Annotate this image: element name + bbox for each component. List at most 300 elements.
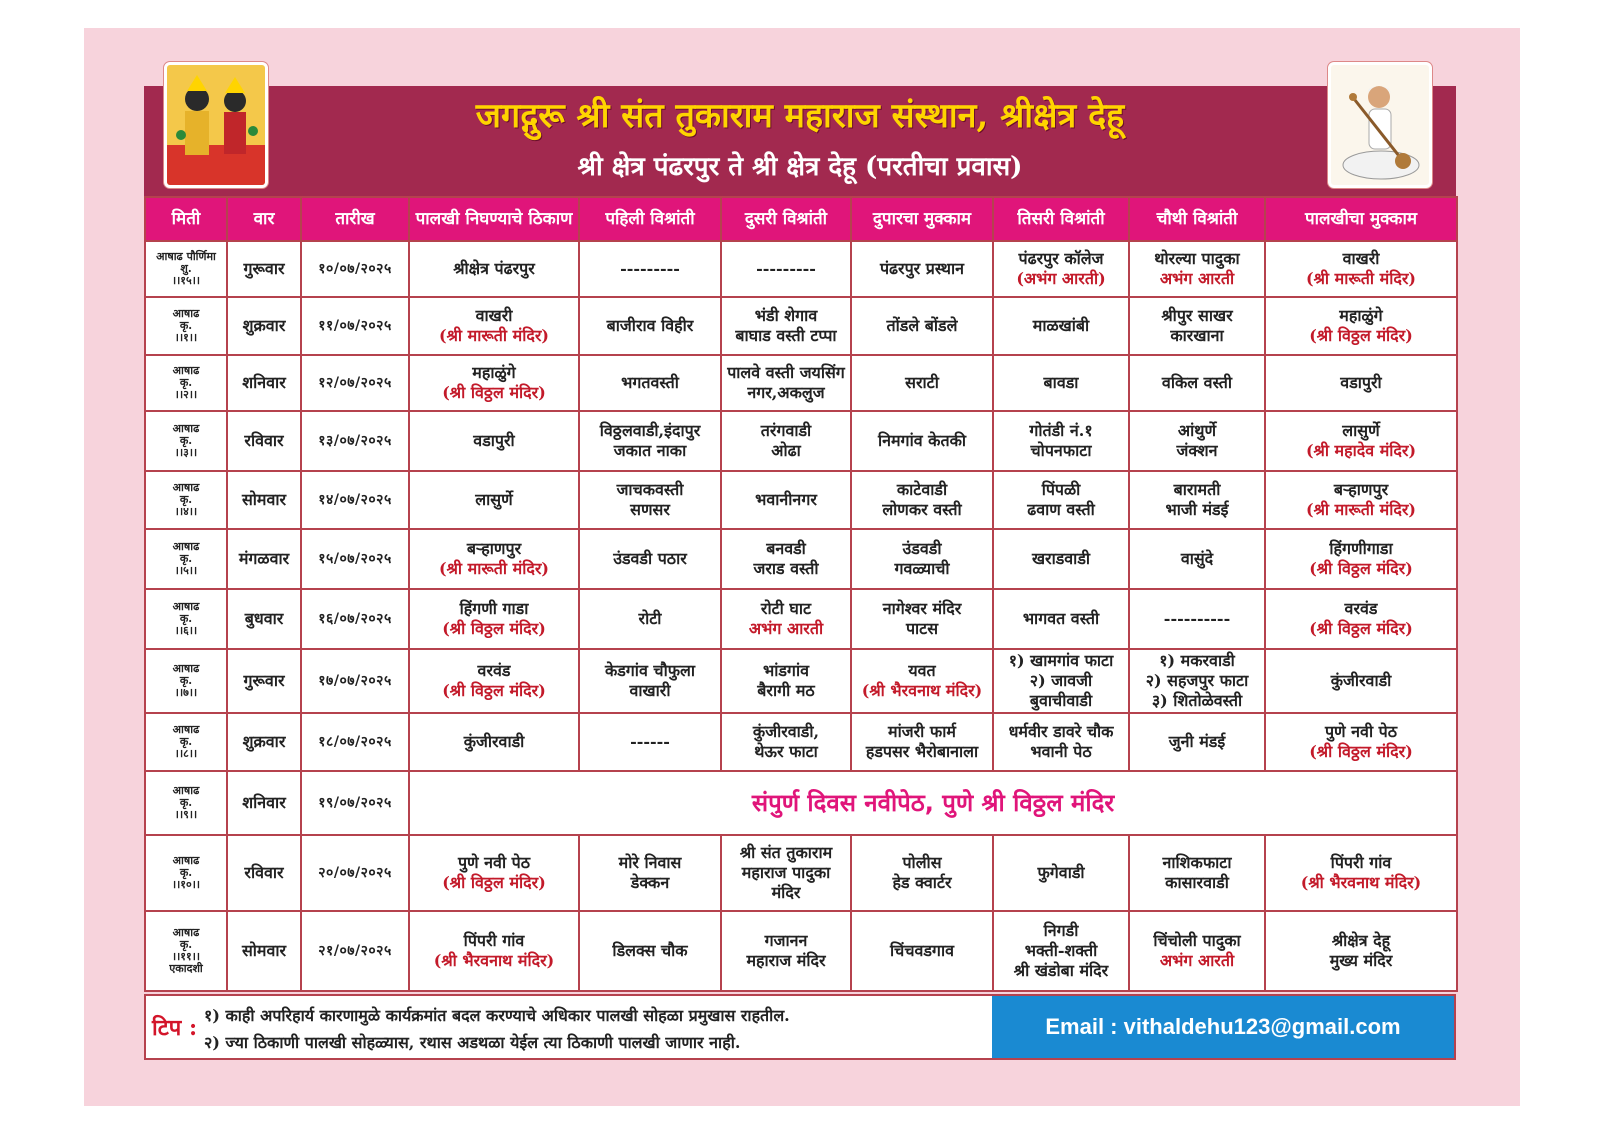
mithi-line: आषाढ bbox=[172, 540, 200, 553]
cell-line: महाराज मंदिर bbox=[746, 951, 826, 970]
cell-line: महाळुंगे bbox=[472, 363, 516, 382]
column-header-mithi: मिती bbox=[145, 197, 227, 241]
cell-line: पिंपरी गांव bbox=[463, 931, 525, 950]
cell-noon-halt bbox=[851, 355, 993, 411]
cell-line: ------ bbox=[630, 732, 670, 751]
cell-line: अभंग आरती bbox=[1159, 269, 1235, 288]
cell-line: पिंपळी bbox=[1041, 480, 1081, 499]
cell-night-halt bbox=[1265, 355, 1457, 411]
cell-date: १८/०७/२०२५ bbox=[301, 713, 409, 771]
cell-start-place bbox=[409, 411, 579, 471]
cell-line: हेड क्वार्टर bbox=[892, 873, 952, 892]
cell-date: २१/०७/२०२५ bbox=[301, 911, 409, 991]
cell-line: (श्री विठ्ठल मंदिर) bbox=[1309, 326, 1413, 345]
cell-line: जराड वस्ती bbox=[753, 559, 819, 578]
cell-line: थेऊर फाटा bbox=[754, 742, 818, 761]
cell-mithi bbox=[145, 529, 227, 589]
cell-rest-1 bbox=[579, 471, 721, 529]
mithi-line: कृ. bbox=[179, 319, 193, 332]
cell-line: लासुर्णे bbox=[475, 490, 513, 509]
cell-line: वाखरी bbox=[1342, 249, 1380, 268]
column-header-rest-3: तिसरी विश्रांती bbox=[993, 197, 1129, 241]
cell-rest-3 bbox=[993, 649, 1129, 713]
cell-date: १४/०७/२०२५ bbox=[301, 471, 409, 529]
tip-line-1: १) काही अपरिहार्य कारणामुळे कार्यक्रमांत बदल करण्याचे अधिकार पालखी सोहळा प्रमुखास राहतील. bbox=[204, 1006, 790, 1025]
cell-line: माळखांबी bbox=[1032, 316, 1090, 335]
cell-line: (श्री विठ्ठल मंदिर) bbox=[1309, 559, 1413, 578]
cell-line: वडापुरी bbox=[473, 431, 515, 450]
cell-line: (श्री विठ्ठल मंदिर) bbox=[1309, 742, 1413, 761]
cell-line: भांडगांव bbox=[762, 661, 809, 680]
footer-notes bbox=[144, 994, 1456, 1060]
cell-line: पाटस bbox=[905, 619, 939, 638]
cell-line: भंडी शेगाव bbox=[754, 306, 818, 325]
cell-rest-4 bbox=[1129, 411, 1265, 471]
cell-vaar: सोमवार bbox=[227, 911, 301, 991]
cell-rest-2 bbox=[721, 529, 851, 589]
cell-line: काटेवाडी bbox=[896, 480, 948, 499]
cell-mithi bbox=[145, 771, 227, 835]
cell-line: श्रीपुर साखर bbox=[1161, 306, 1233, 325]
table-row bbox=[145, 471, 1457, 529]
cell-line: सणसर bbox=[630, 500, 670, 519]
cell-line: (श्री मारूती मंदिर) bbox=[1306, 500, 1416, 519]
mithi-line: कृ. bbox=[179, 938, 193, 951]
cell-line: निगडी bbox=[1043, 921, 1079, 940]
cell-night-halt bbox=[1265, 835, 1457, 911]
cell-line: जुनी मंडई bbox=[1168, 732, 1226, 751]
cell-rest-4 bbox=[1129, 529, 1265, 589]
tip-label: टिप : bbox=[152, 1015, 198, 1041]
page-subtitle: श्री क्षेत्र पंढरपुर ते श्री क्षेत्र देहू (परतीचा प्रवास) bbox=[577, 152, 1023, 182]
cell-rest-4 bbox=[1129, 355, 1265, 411]
cell-mithi bbox=[145, 241, 227, 297]
cell-line: लासुर्णे bbox=[1342, 421, 1380, 440]
mithi-line: आषाढ bbox=[172, 784, 200, 797]
cell-rest-3 bbox=[993, 529, 1129, 589]
cell-line: कासारवाडी bbox=[1165, 873, 1229, 892]
mithi-line: ।।९।। bbox=[174, 808, 198, 821]
cell-date: १९/०७/२०२५ bbox=[301, 771, 409, 835]
cell-line: बैरागी मठ bbox=[757, 681, 815, 700]
cell-line: (श्री विठ्ठल मंदिर) bbox=[442, 873, 546, 892]
cell-start-place bbox=[409, 355, 579, 411]
cell-mithi bbox=[145, 835, 227, 911]
cell-line: वडापुरी bbox=[1340, 373, 1382, 392]
cell-rest-3 bbox=[993, 911, 1129, 991]
mithi-line: आषाढ bbox=[172, 307, 200, 320]
cell-rest-4 bbox=[1129, 835, 1265, 911]
cell-line: भाजी मंडई bbox=[1165, 500, 1229, 519]
mithi-line: कृ. bbox=[179, 674, 193, 687]
cell-line: यवत bbox=[908, 661, 936, 680]
cell-date: १२/०७/२०२५ bbox=[301, 355, 409, 411]
cell-line: डेक्कन bbox=[630, 873, 670, 892]
cell-line: (श्री विठ्ठल मंदिर) bbox=[442, 619, 546, 638]
cell-full-day-halt: संपुर्ण दिवस नवीपेठ, पुणे श्री विठ्ठल मंदिर bbox=[409, 771, 1457, 835]
mithi-line: ।।११।। bbox=[171, 950, 201, 963]
mithi-line: ।।४।। bbox=[174, 505, 198, 518]
cell-rest-3 bbox=[993, 241, 1129, 297]
cell-line: (श्री मारूती मंदिर) bbox=[439, 326, 549, 345]
cell-line: (श्री भैरवनाथ मंदिर) bbox=[433, 951, 555, 970]
cell-mithi bbox=[145, 411, 227, 471]
mithi-line: कृ. bbox=[179, 552, 193, 565]
cell-line: उंडवडी bbox=[902, 539, 942, 558]
cell-line: थोरल्या पादुका bbox=[1154, 249, 1240, 268]
mithi-line: कृ. bbox=[179, 434, 193, 447]
column-header-noon-halt: दुपारचा मुक्काम bbox=[851, 197, 993, 241]
mithi-line: ।।१५।। bbox=[171, 274, 201, 287]
cell-line: हिंगणीगाडा bbox=[1329, 539, 1393, 558]
cell-noon-halt bbox=[851, 529, 993, 589]
cell-night-halt bbox=[1265, 471, 1457, 529]
mithi-line: कृ. bbox=[179, 376, 193, 389]
cell-line: हिंगणी गाडा bbox=[459, 599, 529, 618]
cell-mithi bbox=[145, 911, 227, 991]
cell-line: पंढरपुर कॉलेज bbox=[1018, 249, 1104, 268]
table-row bbox=[145, 529, 1457, 589]
cell-line: भागवत वस्ती bbox=[1022, 609, 1100, 628]
cell-line: वकिल वस्ती bbox=[1161, 373, 1233, 392]
cell-rest-4 bbox=[1129, 297, 1265, 355]
cell-line: बाघाड वस्ती टप्पा bbox=[735, 326, 837, 345]
mithi-line: आषाढ bbox=[172, 854, 200, 867]
cell-line: वरवंड bbox=[1344, 599, 1378, 618]
cell-rest-2 bbox=[721, 835, 851, 911]
cell-line: २) सहजपुर फाटा bbox=[1145, 671, 1249, 690]
cell-vaar: रविवार bbox=[227, 835, 301, 911]
cell-line: भगतवस्ती bbox=[621, 373, 679, 392]
cell-rest-2 bbox=[721, 355, 851, 411]
cell-rest-4 bbox=[1129, 471, 1265, 529]
mithi-line: शु. bbox=[180, 262, 192, 275]
cell-line: (श्री विठ्ठल मंदिर) bbox=[1309, 619, 1413, 638]
cell-line: वरवंड bbox=[477, 661, 511, 680]
table-row bbox=[145, 297, 1457, 355]
column-header-night-halt: पालखीचा मुक्काम bbox=[1265, 197, 1457, 241]
cell-line: गवळ्याची bbox=[894, 559, 950, 578]
cell-night-halt bbox=[1265, 241, 1457, 297]
cell-line: गोतंडी नं.१ bbox=[1029, 421, 1093, 440]
column-header-rest-2: दुसरी विश्रांती bbox=[721, 197, 851, 241]
cell-line: विठ्ठलवाडी,इंदापुर bbox=[599, 421, 701, 440]
cell-line: बावडा bbox=[1043, 373, 1079, 392]
cell-rest-1 bbox=[579, 411, 721, 471]
sant-tukaram-portrait-image bbox=[1328, 62, 1432, 188]
cell-line: चिंचोली पादुका bbox=[1153, 931, 1241, 950]
cell-line: हडपसर भैरोबानाला bbox=[865, 742, 979, 761]
cell-line: (श्री विठ्ठल मंदिर) bbox=[442, 383, 546, 402]
cell-line: पिंपरी गांव bbox=[1330, 853, 1392, 872]
cell-rest-1 bbox=[579, 835, 721, 911]
cell-mithi bbox=[145, 713, 227, 771]
cell-line: (श्री भैरवनाथ मंदिर) bbox=[1300, 873, 1422, 892]
mithi-line: आषाढ bbox=[172, 926, 200, 939]
cell-date: १७/०७/२०२५ bbox=[301, 649, 409, 713]
mithi-line: ।।७।। bbox=[174, 686, 198, 699]
schedule-body bbox=[145, 241, 1457, 991]
cell-rest-1 bbox=[579, 713, 721, 771]
cell-line: लोणकर वस्ती bbox=[882, 500, 962, 519]
cell-date: १६/०७/२०२५ bbox=[301, 589, 409, 649]
cell-date: १५/०७/२०२५ bbox=[301, 529, 409, 589]
cell-rest-3 bbox=[993, 589, 1129, 649]
cell-line: श्रीक्षेत्र देहू bbox=[1331, 931, 1391, 950]
cell-vaar: बुधवार bbox=[227, 589, 301, 649]
mithi-line: आषाढ bbox=[172, 422, 200, 435]
mithi-line: ।।२।। bbox=[174, 388, 198, 401]
cell-rest-1 bbox=[579, 241, 721, 297]
cell-night-halt bbox=[1265, 649, 1457, 713]
cell-date: १३/०७/२०२५ bbox=[301, 411, 409, 471]
table-row bbox=[145, 713, 1457, 771]
cell-line: केडगांव चौफुला bbox=[604, 661, 696, 680]
cell-rest-1 bbox=[579, 649, 721, 713]
mithi-line: ।।५।। bbox=[174, 564, 198, 577]
cell-line: जंक्शन bbox=[1176, 441, 1218, 460]
cell-rest-2 bbox=[721, 241, 851, 297]
mithi-line: आषाढ bbox=[172, 481, 200, 494]
cell-start-place bbox=[409, 835, 579, 911]
cell-line: कुंजीरवाडी bbox=[1330, 671, 1392, 690]
cell-line: पोलीस bbox=[902, 853, 942, 872]
cell-line: वाखारी bbox=[629, 681, 671, 700]
cell-rest-3 bbox=[993, 471, 1129, 529]
cell-line: श्री खंडोबा मंदिर bbox=[1013, 961, 1109, 980]
cell-date: ११/०७/२०२५ bbox=[301, 297, 409, 355]
mithi-line: ।।१।। bbox=[174, 331, 198, 344]
cell-line: निमगांव केतकी bbox=[877, 431, 967, 450]
cell-rest-3 bbox=[993, 411, 1129, 471]
mithi-line: ।।१०।। bbox=[171, 878, 201, 891]
mithi-line: कृ. bbox=[179, 493, 193, 506]
column-header-rest-4: चौथी विश्रांती bbox=[1129, 197, 1265, 241]
cell-line: उंडवडी पठार bbox=[613, 549, 687, 568]
cell-line: भक्ती-शक्ती bbox=[1024, 941, 1098, 960]
cell-mithi bbox=[145, 649, 227, 713]
cell-date: २०/०७/२०२५ bbox=[301, 835, 409, 911]
cell-line: (श्री महादेव मंदिर) bbox=[1305, 441, 1417, 460]
cell-line: तरंगवाडी bbox=[760, 421, 812, 440]
mithi-line: कृ. bbox=[179, 735, 193, 748]
cell-line: पंढरपुर प्रस्थान bbox=[879, 259, 965, 278]
cell-line: १) खामगांव फाटा bbox=[1008, 651, 1114, 670]
cell-mithi bbox=[145, 589, 227, 649]
cell-line: १) मकरवाडी bbox=[1159, 651, 1235, 670]
tip-line-2: २) ज्या ठिकाणी पालखी सोहळ्यास, रथास अडथळा येईल त्या ठिकाणी पालखी जाणार नाही. bbox=[204, 1033, 741, 1052]
cell-start-place bbox=[409, 713, 579, 771]
cell-rest-3 bbox=[993, 297, 1129, 355]
cell-line: महाराज पादुका मंदिर bbox=[741, 863, 831, 902]
table-row bbox=[145, 911, 1457, 991]
cell-start-place bbox=[409, 589, 579, 649]
cell-line: २) जावजी बुवाचीवाडी bbox=[1029, 671, 1093, 710]
cell-line: अभंग आरती bbox=[748, 619, 824, 638]
cell-line: नागेश्वर मंदिर bbox=[882, 599, 962, 618]
cell-line: सराटी bbox=[905, 373, 939, 392]
cell-line: अभंग आरती bbox=[1159, 951, 1235, 970]
cell-line: धर्मवीर डावरे चौक bbox=[1008, 722, 1114, 741]
cell-line: फुगेवाडी bbox=[1037, 863, 1085, 882]
cell-line: डिलक्स चौक bbox=[612, 941, 688, 960]
cell-line: वाखरी bbox=[475, 306, 513, 325]
cell-line: कुंजीरवाडी bbox=[463, 732, 525, 751]
cell-rest-2 bbox=[721, 713, 851, 771]
table-row bbox=[145, 411, 1457, 471]
cell-line: (श्री मारूती मंदिर) bbox=[1306, 269, 1416, 288]
cell-line: बऱ्हाणपुर bbox=[466, 539, 522, 558]
cell-line: भवानीनगर bbox=[755, 490, 817, 509]
table-row bbox=[145, 835, 1457, 911]
tip-lines bbox=[204, 1002, 1124, 1056]
cell-line: महाळुंगे bbox=[1339, 306, 1383, 325]
cell-rest-1 bbox=[579, 529, 721, 589]
column-header-vaar: वार bbox=[227, 197, 301, 241]
cell-line: नगर,अकलुज bbox=[747, 383, 825, 402]
cell-night-halt bbox=[1265, 713, 1457, 771]
cell-vaar: शुक्रवार bbox=[227, 297, 301, 355]
cell-line: चोपनफाटा bbox=[1030, 441, 1092, 460]
mithi-line: आषाढ bbox=[172, 364, 200, 377]
mithi-line: आषाढ bbox=[172, 723, 200, 736]
cell-rest-4 bbox=[1129, 713, 1265, 771]
cell-line: --------- bbox=[756, 259, 816, 278]
mithi-line: कृ. bbox=[179, 866, 193, 879]
cell-line: बऱ्हाणपुर bbox=[1333, 480, 1389, 499]
cell-line: मोरे निवास bbox=[618, 853, 682, 872]
cell-line: बारामती bbox=[1173, 480, 1221, 499]
cell-start-place bbox=[409, 911, 579, 991]
mithi-line: एकादशी bbox=[169, 962, 203, 975]
cell-rest-4 bbox=[1129, 589, 1265, 649]
cell-line: जाचकवस्ती bbox=[616, 480, 684, 499]
cell-noon-halt bbox=[851, 835, 993, 911]
cell-line: ओढा bbox=[771, 441, 801, 460]
cell-noon-halt bbox=[851, 241, 993, 297]
cell-vaar: सोमवार bbox=[227, 471, 301, 529]
table-header-row bbox=[145, 197, 1457, 241]
cell-noon-halt bbox=[851, 411, 993, 471]
cell-vaar: रविवार bbox=[227, 411, 301, 471]
cell-rest-2 bbox=[721, 911, 851, 991]
cell-line: मांजरी फार्म bbox=[888, 722, 956, 741]
cell-line: कुंजीरवाडी, bbox=[752, 722, 820, 741]
cell-start-place bbox=[409, 529, 579, 589]
cell-noon-halt bbox=[851, 297, 993, 355]
schedule-table bbox=[144, 196, 1458, 992]
cell-vaar: गुरूवार bbox=[227, 649, 301, 713]
cell-rest-3 bbox=[993, 835, 1129, 911]
cell-date: १०/०७/२०२५ bbox=[301, 241, 409, 297]
cell-line: पुणे नवी पेठ bbox=[457, 853, 531, 872]
cell-rest-3 bbox=[993, 713, 1129, 771]
cell-rest-3 bbox=[993, 355, 1129, 411]
cell-line: भवानी पेठ bbox=[1030, 742, 1092, 761]
table-row bbox=[145, 771, 1457, 835]
cell-line: कारखाना bbox=[1170, 326, 1224, 345]
mithi-line: ।।८।। bbox=[174, 747, 198, 760]
mithi-line: आषाढ bbox=[172, 600, 200, 613]
cell-rest-4 bbox=[1129, 649, 1265, 713]
cell-rest-1 bbox=[579, 355, 721, 411]
cell-vaar: शनिवार bbox=[227, 771, 301, 835]
cell-mithi bbox=[145, 355, 227, 411]
cell-line: रोटी घाट bbox=[760, 599, 812, 618]
cell-line: तोंडले बोंडले bbox=[886, 316, 958, 335]
cell-line: श्री संत तुकाराम bbox=[739, 843, 833, 862]
mithi-line: कृ. bbox=[179, 612, 193, 625]
mithi-line: ।।३।। bbox=[174, 446, 198, 459]
cell-line: (श्री मारूती मंदिर) bbox=[439, 559, 549, 578]
vitthal-rukmini-idol-image bbox=[164, 62, 268, 188]
cell-start-place bbox=[409, 649, 579, 713]
cell-night-halt bbox=[1265, 411, 1457, 471]
cell-rest-2 bbox=[721, 471, 851, 529]
cell-vaar: शुक्रवार bbox=[227, 713, 301, 771]
column-header-date: तारीख bbox=[301, 197, 409, 241]
mithi-line: ।।६।। bbox=[174, 624, 198, 637]
cell-night-halt bbox=[1265, 911, 1457, 991]
cell-vaar: मंगळवार bbox=[227, 529, 301, 589]
cell-line: खराडवाडी bbox=[1031, 549, 1091, 568]
cell-noon-halt bbox=[851, 471, 993, 529]
cell-mithi bbox=[145, 297, 227, 355]
cell-rest-2 bbox=[721, 411, 851, 471]
column-header-rest-1: पहिली विश्रांती bbox=[579, 197, 721, 241]
cell-line: (श्री विठ्ठल मंदिर) bbox=[442, 681, 546, 700]
cell-line: मुख्य मंदिर bbox=[1329, 951, 1393, 970]
cell-line: ढवाण वस्ती bbox=[1027, 500, 1095, 519]
cell-start-place bbox=[409, 297, 579, 355]
mithi-line: आषाढ bbox=[172, 662, 200, 675]
cell-rest-4 bbox=[1129, 911, 1265, 991]
table-row bbox=[145, 589, 1457, 649]
cell-line: बनवडी bbox=[766, 539, 806, 558]
cell-line: ---------- bbox=[1163, 609, 1231, 628]
cell-line: (अभंग आरती) bbox=[1016, 269, 1106, 288]
column-header-start: पालखी निघण्याचे ठिकाण bbox=[409, 197, 579, 241]
cell-rest-2 bbox=[721, 589, 851, 649]
cell-vaar: शनिवार bbox=[227, 355, 301, 411]
cell-line: गजानन bbox=[764, 931, 808, 950]
email-contact[interactable]: Email : vithaldehu123@gmail.com bbox=[992, 996, 1454, 1058]
cell-rest-1 bbox=[579, 297, 721, 355]
cell-noon-halt bbox=[851, 649, 993, 713]
cell-vaar: गुरूवार bbox=[227, 241, 301, 297]
cell-noon-halt bbox=[851, 713, 993, 771]
table-row bbox=[145, 241, 1457, 297]
cell-night-halt bbox=[1265, 589, 1457, 649]
cell-night-halt bbox=[1265, 529, 1457, 589]
cell-line: पालवे वस्ती जयसिंग bbox=[727, 363, 845, 382]
cell-line: वासुंदे bbox=[1180, 549, 1214, 568]
mithi-line: आषाढ पौर्णिमा bbox=[156, 250, 216, 263]
cell-mithi bbox=[145, 471, 227, 529]
cell-line: ३) शितोळेवस्ती bbox=[1151, 691, 1243, 710]
cell-line: --------- bbox=[620, 259, 680, 278]
cell-start-place bbox=[409, 241, 579, 297]
cell-night-halt bbox=[1265, 297, 1457, 355]
cell-rest-1 bbox=[579, 911, 721, 991]
cell-line: रोटी bbox=[638, 609, 662, 628]
cell-line: आंथुर्णे bbox=[1177, 421, 1217, 440]
cell-line: बाजीराव विहीर bbox=[606, 316, 694, 335]
cell-noon-halt bbox=[851, 911, 993, 991]
cell-line: नाशिकफाटा bbox=[1162, 853, 1232, 872]
cell-start-place bbox=[409, 471, 579, 529]
cell-line: चिंचवडगाव bbox=[890, 941, 954, 960]
